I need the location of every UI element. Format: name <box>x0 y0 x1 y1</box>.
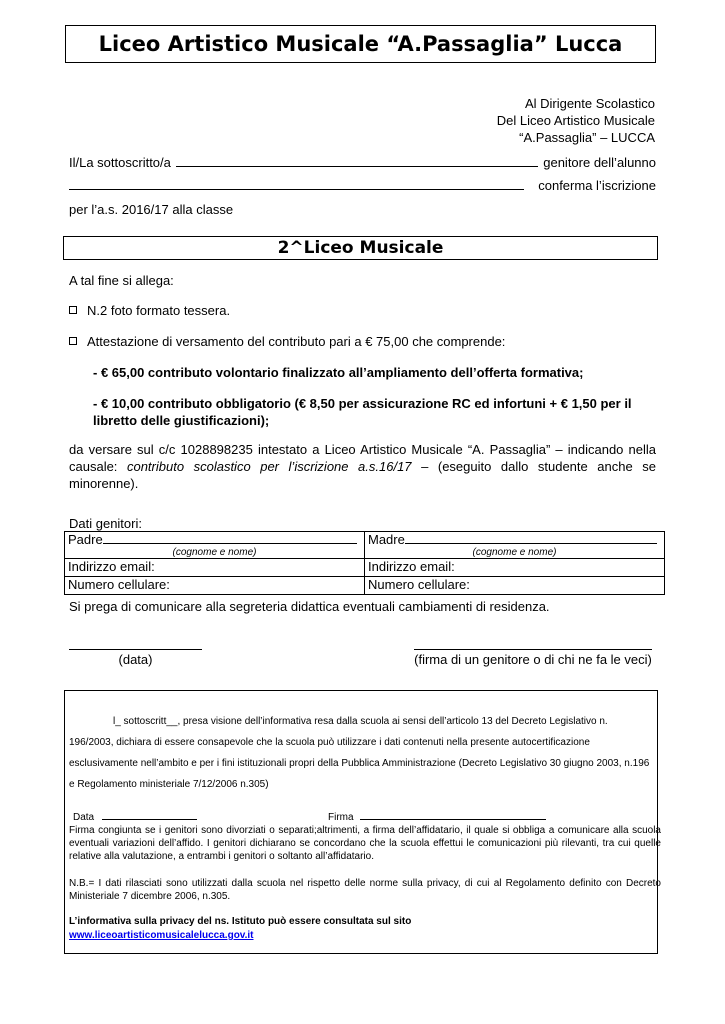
payment-text: da versare sul c/c 1028898235 intestato a Liceo Artistico Musicale “A. Passaglia” – indicando nella causale: <box>69 442 656 474</box>
student-name-field[interactable] <box>69 178 524 190</box>
checkbox[interactable] <box>69 306 77 314</box>
residence-note: Si prega di comunicare alla segreteria didattica eventuali cambiamenti di residenza. <box>69 599 550 614</box>
attachment-label: N.2 foto formato tessera. <box>87 303 231 318</box>
attachment-item <box>69 302 230 319</box>
mother-label: Madre <box>368 532 405 547</box>
attachment-item <box>69 333 505 350</box>
surname-hint: (cognome e nome) <box>172 547 257 558</box>
checkbox[interactable] <box>69 337 77 345</box>
mother-name-field[interactable] <box>405 532 657 544</box>
payment-instructions <box>69 441 656 492</box>
mother-email-cell[interactable]: Indirizzo email: <box>365 559 665 577</box>
date-label: (data) <box>118 652 153 667</box>
signature-field[interactable] <box>414 649 652 650</box>
signer-label: Il/La sottoscritto/a <box>69 155 171 170</box>
joint-signature-note: Firma congiunta se i genitori sono divorziati o separati;altrimenti, a firma dell’affidatario, il quale si obbliga a comunicare alla scuola eventuali variazioni dell’affido. I genitori dichiarano se concordano che la scuola effettui le comunicazioni più rilevanti, tra cui quelle relative alla valutazione, a entrambi i genitori o soltanto all’affidatario. <box>69 825 661 862</box>
attachments-intro: A tal fine si allega: <box>69 273 174 288</box>
attachment-label: Attestazione di versamento del contributo pari a € 75,00 che comprende: <box>87 334 506 349</box>
privacy-statement: l_ sottoscritt__, presa visione dell’informativa resa dalla scuola ai sensi dell’articolo 13 del Decreto Legislativo n. 196/2003, dichiara di essere consapevole che la scuola può utilizzare i dati contenuti nella presente autocertificazione esclusivamente nell’ambito e per i fini istituzionali propri della Pubblica Amministrazione (Decreto Legislativo 30 giugno 2003, n.196 e Regolamento ministeriale 7/12/2006 n.305) <box>69 716 650 790</box>
privacy-sign-line <box>328 810 546 824</box>
school-website-link[interactable]: www.liceoartisticomusicalelucca.gov.it <box>69 930 254 941</box>
parents-title: Dati genitori: <box>69 516 142 531</box>
father-cell[interactable] <box>65 532 365 559</box>
page-title: Liceo Artistico Musicale “A.Passaglia” Lucca <box>65 25 656 63</box>
address-line: Al Dirigente Scolastico <box>524 96 655 111</box>
surname-hint: (cognome e nome) <box>472 547 557 558</box>
privacy-sign-label: Firma <box>328 812 354 823</box>
father-email-cell[interactable]: Indirizzo email: <box>65 559 365 577</box>
signer-line <box>69 155 656 170</box>
payment-text: – (eseguito dallo studente anche se minorenne). <box>69 459 656 491</box>
father-mobile-cell[interactable]: Numero cellulare: <box>65 577 365 595</box>
contribution-mandatory: - € 10,00 contributo obbligatorio (€ 8,50 per assicurazione RC ed infortuni + € 1,50 per il libretto delle giustificazioni); <box>93 396 632 428</box>
address-line: Del Liceo Artistico Musicale <box>496 113 655 128</box>
year-class-label: per l’a.s. 2016/17 alla classe <box>69 202 234 217</box>
father-label: Padre <box>68 532 103 547</box>
recipient-address <box>497 95 655 146</box>
parent-of-label: genitore dell’alunno <box>543 155 656 170</box>
table-row <box>65 559 665 577</box>
table-row <box>65 577 665 595</box>
father-name-field[interactable] <box>103 532 357 544</box>
privacy-date-label: Data <box>73 812 95 823</box>
signature-label: (firma di un genitore o di chi ne fa le veci) <box>414 652 652 667</box>
contribution-voluntary: - € 65,00 contributo volontario finalizzato all’ampliamento dell’offerta formativa; <box>93 365 584 380</box>
mother-mobile-cell[interactable]: Numero cellulare: <box>365 577 665 595</box>
privacy-date-line <box>73 810 197 824</box>
nb-note: N.B.= I dati rilasciati sono utilizzati dalla scuola nel rispetto delle norme sulla privacy, di cui al Regolamento definito con Decreto Ministeriale 7 dicembre 2006, n.305. <box>69 878 661 902</box>
privacy-date-field[interactable] <box>102 810 197 820</box>
privacy-sign-field[interactable] <box>360 810 546 820</box>
date-field[interactable] <box>69 649 202 650</box>
student-line <box>69 178 656 193</box>
address-line: “A.Passaglia” – LUCCA <box>519 130 655 145</box>
privacy-section <box>64 690 661 954</box>
signer-name-field[interactable] <box>176 155 538 167</box>
mother-cell[interactable] <box>365 532 665 559</box>
parents-table <box>64 531 665 595</box>
table-row <box>65 532 665 559</box>
class-name: 2^Liceo Musicale <box>63 236 658 260</box>
privacy-info: L’informativa sulla privacy del ns. Istituto può essere consultata sul sito <box>69 916 412 927</box>
payment-causale: contributo scolastico per l’iscrizione a.s.16/17 <box>126 459 412 474</box>
confirm-label: conferma l’iscrizione <box>538 178 656 193</box>
